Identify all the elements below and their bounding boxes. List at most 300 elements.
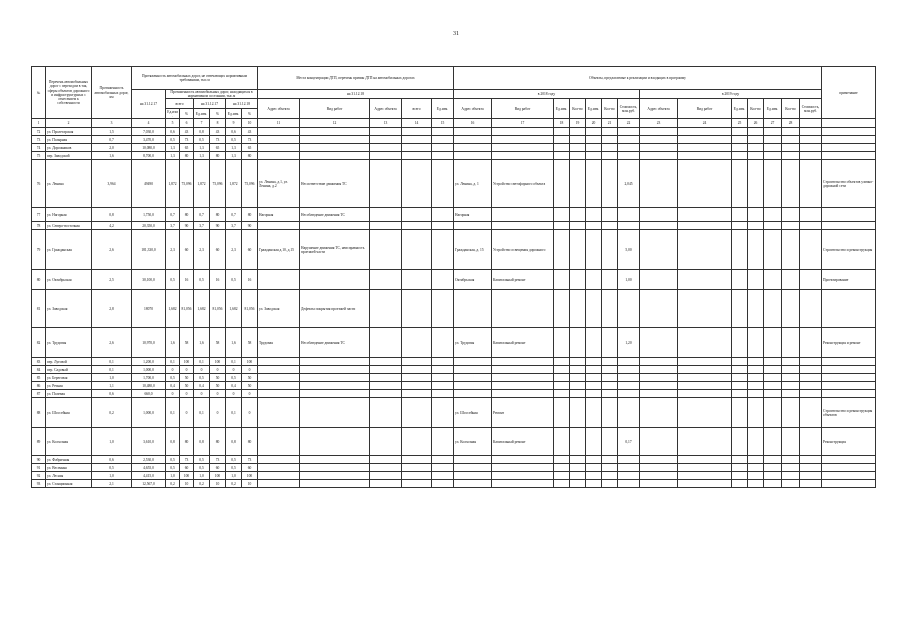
empty-cell xyxy=(800,366,822,374)
length-total: 0,6 xyxy=(92,390,132,398)
row-note xyxy=(822,456,876,464)
empty-cell xyxy=(554,270,570,290)
empty-cell xyxy=(678,428,732,456)
empty-cell xyxy=(732,480,748,488)
normative-percent: 80 xyxy=(180,152,194,160)
normative-value: 1,3 xyxy=(166,144,180,152)
empty-cell xyxy=(800,270,822,290)
object-address: ул. Ленина, д. 1 xyxy=(454,160,492,208)
object-cost xyxy=(618,374,640,382)
road-name: пер. Садовый xyxy=(46,366,92,374)
normative-value-2: 0,5 xyxy=(194,374,210,382)
empty-cell xyxy=(764,428,782,456)
work-type xyxy=(492,456,554,464)
normative-percent: 100 xyxy=(180,358,194,366)
normative-percent-2: 60 xyxy=(210,230,226,270)
empty-cell xyxy=(586,208,602,222)
hdr-objects: Объекты, предлагаемые к реализации и входящих в программу xyxy=(454,67,822,90)
dtp-address xyxy=(258,144,300,152)
empty-cell xyxy=(370,398,402,428)
normative-value-3: 1,682 xyxy=(226,290,242,328)
empty-cell xyxy=(748,230,764,270)
dtp-address xyxy=(258,374,300,382)
object-address xyxy=(454,222,492,230)
row-number: 76 xyxy=(32,160,46,208)
hdr-normative: Протяженность автомобильных дорог, не отвечающих нормативным требованиям, тыс.м xyxy=(132,67,258,90)
empty-cell xyxy=(402,472,432,480)
empty-cell xyxy=(732,144,748,152)
dtp-cause xyxy=(300,382,370,390)
hdr-year-b: в 2019 году xyxy=(640,90,822,99)
normative-percent-2: 65 xyxy=(210,144,226,152)
empty-cell xyxy=(732,290,748,328)
empty-cell xyxy=(640,160,678,208)
empty-cell xyxy=(570,382,586,390)
work-type: Капитальный ремонт xyxy=(492,328,554,358)
normative-percent: 80 xyxy=(180,208,194,222)
empty-cell xyxy=(432,464,454,472)
empty-cell xyxy=(432,382,454,390)
length-area: 3,610,0 xyxy=(132,428,166,456)
empty-cell xyxy=(732,230,748,270)
row-number: 86 xyxy=(32,382,46,390)
road-name: ул. Ленина xyxy=(46,160,92,208)
hdr-sub-3: на 31.12.18 xyxy=(226,99,258,109)
empty-cell xyxy=(800,136,822,144)
normative-value: 3,7 xyxy=(166,222,180,230)
dtp-address xyxy=(258,456,300,464)
normative-value: 0,5 xyxy=(166,136,180,144)
empty-cell xyxy=(800,160,822,208)
normative-value-2: 0 xyxy=(194,390,210,398)
table-row xyxy=(32,428,876,456)
column-index-cell: 8 xyxy=(210,119,226,128)
empty-cell xyxy=(732,208,748,222)
length-total: 1,0 xyxy=(92,472,132,480)
column-index-cell: 17 xyxy=(492,119,554,128)
empty-cell xyxy=(432,144,454,152)
row-note xyxy=(822,366,876,374)
empty-cell xyxy=(748,480,764,488)
row-note xyxy=(822,290,876,328)
object-cost: 2,045 xyxy=(618,160,640,208)
normative-value-2: 0,8 xyxy=(194,428,210,456)
empty-cell xyxy=(764,480,782,488)
empty-cell xyxy=(800,472,822,480)
dtp-cause: Несоответствие движения ТС xyxy=(300,160,370,208)
object-address xyxy=(454,358,492,366)
work-type xyxy=(492,358,554,366)
empty-cell xyxy=(570,390,586,398)
empty-cell xyxy=(586,144,602,152)
empty-cell xyxy=(586,222,602,230)
empty-cell xyxy=(602,222,618,230)
normative-percent: 43 xyxy=(180,128,194,136)
empty-cell xyxy=(570,366,586,374)
hdr-address-b: Адрес объекта xyxy=(370,99,402,119)
empty-cell xyxy=(800,328,822,358)
column-index-cell xyxy=(800,119,822,128)
column-index-cell: 3 xyxy=(92,119,132,128)
hdr-u2: Ед.изм. xyxy=(194,109,210,119)
work-type xyxy=(492,152,554,160)
dtp-cause: Несоблюдение движения ТС xyxy=(300,208,370,222)
normative-percent-2: 50 xyxy=(210,382,226,390)
dtp-address xyxy=(258,428,300,456)
hdr-date-2: на 31.12.18 xyxy=(258,90,454,99)
normative-value-3: 1,0 xyxy=(226,472,242,480)
empty-cell xyxy=(370,382,402,390)
row-note: Реконструкция и ремонт xyxy=(822,328,876,358)
empty-cell xyxy=(554,128,570,136)
length-area: 18070 xyxy=(132,290,166,328)
length-area: 1,200,0 xyxy=(132,358,166,366)
empty-cell xyxy=(732,328,748,358)
work-type xyxy=(492,480,554,488)
hdr-m-a2: Ед.изм. xyxy=(586,99,602,119)
row-note xyxy=(822,152,876,160)
empty-cell xyxy=(640,464,678,472)
empty-cell xyxy=(640,390,678,398)
empty-cell xyxy=(732,382,748,390)
empty-cell xyxy=(782,366,800,374)
normative-value: 0 xyxy=(166,390,180,398)
empty-cell xyxy=(732,456,748,464)
work-type xyxy=(492,382,554,390)
table-row xyxy=(32,398,876,428)
empty-cell xyxy=(764,160,782,208)
normative-value: 0,4 xyxy=(166,382,180,390)
empty-cell xyxy=(678,290,732,328)
empty-cell xyxy=(570,328,586,358)
normative-value: 0,7 xyxy=(166,208,180,222)
normative-percent-3: 50 xyxy=(242,382,258,390)
dtp-cause xyxy=(300,366,370,374)
empty-cell xyxy=(602,328,618,358)
empty-cell xyxy=(800,398,822,428)
empty-cell xyxy=(586,328,602,358)
empty-cell xyxy=(748,464,764,472)
normative-value-3: 0,6 xyxy=(226,128,242,136)
empty-cell xyxy=(554,136,570,144)
normative-percent-2: 10 xyxy=(210,480,226,488)
empty-cell xyxy=(432,222,454,230)
normative-percent-3: 58 xyxy=(242,328,258,358)
column-index-cell: 7 xyxy=(194,119,210,128)
column-index-cell: 12 xyxy=(300,119,370,128)
length-total: 1,6 xyxy=(92,152,132,160)
empty-cell xyxy=(732,270,748,290)
row-number: 85 xyxy=(32,374,46,382)
table-row xyxy=(32,366,876,374)
column-index-cell: 22 xyxy=(618,119,640,128)
work-type: Капитальный ремонт xyxy=(492,270,554,290)
column-index-cell: 19 xyxy=(570,119,586,128)
hdr-of-these: Протяженность автомобильных дорог, находящихся в нормативном состоянии, тыс.м xyxy=(166,90,258,99)
empty-cell xyxy=(748,358,764,366)
empty-cell xyxy=(764,290,782,328)
normative-value: 0,5 xyxy=(166,456,180,464)
hdr-q-b2: Кол-во xyxy=(782,99,800,119)
normative-value-2: 1,6 xyxy=(194,328,210,358)
normative-value-2: 1,682 xyxy=(194,290,210,328)
empty-cell xyxy=(678,456,732,464)
work-type xyxy=(492,472,554,480)
empty-cell xyxy=(570,428,586,456)
object-cost: 0,17 xyxy=(618,428,640,456)
hdr-sub-5: Ед.изм. xyxy=(432,99,454,119)
empty-cell xyxy=(432,290,454,328)
table-row xyxy=(32,358,876,366)
empty-cell xyxy=(432,230,454,270)
empty-cell xyxy=(602,144,618,152)
normative-percent-2: 100 xyxy=(210,472,226,480)
normative-percent-3: 10 xyxy=(242,480,258,488)
column-index-cell: 27 xyxy=(764,119,782,128)
normative-percent: 73 xyxy=(180,456,194,464)
empty-cell xyxy=(678,358,732,366)
table-row xyxy=(32,160,876,208)
empty-cell xyxy=(748,270,764,290)
dtp-address xyxy=(258,128,300,136)
normative-percent-2: 0 xyxy=(210,390,226,398)
column-index-cell: 20 xyxy=(586,119,602,128)
length-total: 0,5 xyxy=(92,464,132,472)
empty-cell xyxy=(640,456,678,464)
empty-cell xyxy=(640,366,678,374)
length-total: 0,2 xyxy=(92,398,132,428)
empty-cell xyxy=(370,472,402,480)
empty-cell xyxy=(402,128,432,136)
dtp-cause xyxy=(300,222,370,230)
normative-value-3: 0,5 xyxy=(226,374,242,382)
empty-cell xyxy=(782,208,800,222)
empty-cell xyxy=(570,222,586,230)
object-address: ул. Колхозная xyxy=(454,428,492,456)
hdr-sub-4: всего xyxy=(402,99,432,119)
dtp-cause xyxy=(300,456,370,464)
empty-cell xyxy=(678,390,732,398)
object-address xyxy=(454,382,492,390)
empty-cell xyxy=(732,152,748,160)
normative-percent-3: 80 xyxy=(242,208,258,222)
hdr-obj-a: Адрес объекта xyxy=(454,99,492,119)
row-note xyxy=(822,472,876,480)
hdr-dtp: Места концентрации ДТП, перечень причин ДТП на автомобильных дорогах xyxy=(258,67,454,90)
empty-cell xyxy=(640,428,678,456)
empty-cell xyxy=(640,144,678,152)
empty-cell xyxy=(602,152,618,160)
empty-cell xyxy=(678,144,732,152)
object-cost xyxy=(618,222,640,230)
table-row xyxy=(32,382,876,390)
empty-cell xyxy=(432,390,454,398)
empty-cell xyxy=(640,328,678,358)
empty-cell xyxy=(402,136,432,144)
work-type xyxy=(492,222,554,230)
empty-cell xyxy=(570,208,586,222)
normative-value: 0,1 xyxy=(166,398,180,428)
object-address: ул. Трудовая xyxy=(454,328,492,358)
empty-cell xyxy=(432,136,454,144)
column-index-cell: 11 xyxy=(258,119,300,128)
empty-cell xyxy=(602,456,618,464)
normative-value-3: 1,872 xyxy=(226,160,242,208)
object-cost xyxy=(618,456,640,464)
normative-value-2: 0,7 xyxy=(194,208,210,222)
empty-cell xyxy=(678,270,732,290)
empty-cell xyxy=(764,472,782,480)
row-number: 81 xyxy=(32,290,46,328)
empty-cell xyxy=(678,480,732,488)
hdr-length-total: Протяженность автомобильных дорог, км xyxy=(92,67,132,119)
table-row xyxy=(32,328,876,358)
empty-cell xyxy=(800,358,822,366)
empty-cell xyxy=(748,398,764,428)
work-type: Устройство освещения дорожного xyxy=(492,230,554,270)
row-note xyxy=(822,374,876,382)
empty-cell xyxy=(402,390,432,398)
empty-cell xyxy=(370,270,402,290)
empty-cell xyxy=(640,128,678,136)
hdr-m-b: Ед.изм. xyxy=(732,99,748,119)
length-area: 8,700,0 xyxy=(132,152,166,160)
empty-cell xyxy=(782,144,800,152)
empty-cell xyxy=(554,374,570,382)
empty-cell xyxy=(764,374,782,382)
empty-cell xyxy=(732,472,748,480)
object-address xyxy=(454,366,492,374)
empty-cell xyxy=(602,472,618,480)
empty-cell xyxy=(800,290,822,328)
empty-cell xyxy=(570,136,586,144)
dtp-cause xyxy=(300,152,370,160)
length-area: 181,330,0 xyxy=(132,230,166,270)
empty-cell xyxy=(764,456,782,464)
road-name: ул. Речная xyxy=(46,382,92,390)
object-address: Октябрьская xyxy=(454,270,492,290)
empty-cell xyxy=(678,398,732,428)
normative-value: 0 xyxy=(166,366,180,374)
empty-cell xyxy=(782,290,800,328)
hdr-road-name: Перечень автомобильных дорог с переходом в так, сферы объектов дорожного и инфраструктурных с отнесением к собственности xyxy=(46,67,92,119)
empty-cell xyxy=(764,366,782,374)
normative-percent-2: 73 xyxy=(210,456,226,464)
empty-cell xyxy=(640,382,678,390)
empty-cell xyxy=(402,398,432,428)
dtp-cause: Несоблюдение движения ТС xyxy=(300,328,370,358)
row-note xyxy=(822,464,876,472)
table-row xyxy=(32,456,876,464)
object-address xyxy=(454,290,492,328)
dtp-address xyxy=(258,136,300,144)
normative-value: 1,3 xyxy=(166,152,180,160)
object-cost xyxy=(618,208,640,222)
work-type xyxy=(492,390,554,398)
normative-value-3: 0 xyxy=(226,390,242,398)
empty-cell xyxy=(602,374,618,382)
hdr-q-a: Кол-во xyxy=(570,99,586,119)
hdr-u3: Ед.изм. xyxy=(226,109,242,119)
length-area: 4,415,0 xyxy=(132,472,166,480)
work-type: Капитальный ремонт xyxy=(492,428,554,456)
empty-cell xyxy=(402,208,432,222)
empty-cell xyxy=(370,136,402,144)
column-index-cell: 2 xyxy=(46,119,92,128)
row-note: Строительство объектов улично-дорожной сети xyxy=(822,160,876,208)
empty-cell xyxy=(370,358,402,366)
empty-cell xyxy=(554,456,570,464)
empty-cell xyxy=(800,208,822,222)
normative-percent-2: 58 xyxy=(210,328,226,358)
table-row xyxy=(32,144,876,152)
column-index-cell: 10 xyxy=(242,119,258,128)
normative-value-2: 2,3 xyxy=(194,230,210,270)
normative-value-2: 0 xyxy=(194,366,210,374)
empty-cell xyxy=(570,290,586,328)
empty-cell xyxy=(748,144,764,152)
table-row xyxy=(32,390,876,398)
normative-percent-3: 81,056 xyxy=(242,290,258,328)
empty-cell xyxy=(748,208,764,222)
road-name: ул. Нагорная xyxy=(46,208,92,222)
empty-cell xyxy=(640,270,678,290)
empty-cell xyxy=(764,464,782,472)
normative-value-2: 0,8 xyxy=(194,128,210,136)
column-index-cell: 24 xyxy=(678,119,732,128)
empty-cell xyxy=(782,152,800,160)
dtp-cause xyxy=(300,270,370,290)
row-note: Строительство и реконструкция xyxy=(822,230,876,270)
normative-percent-2: 0 xyxy=(210,366,226,374)
table-row xyxy=(32,136,876,144)
empty-cell xyxy=(402,366,432,374)
empty-cell xyxy=(370,328,402,358)
dtp-address xyxy=(258,222,300,230)
object-cost xyxy=(618,358,640,366)
empty-cell xyxy=(570,464,586,472)
empty-cell xyxy=(678,328,732,358)
empty-cell xyxy=(800,456,822,464)
object-cost xyxy=(618,398,640,428)
empty-cell xyxy=(640,230,678,270)
empty-cell xyxy=(432,128,454,136)
length-total: 0,1 xyxy=(92,366,132,374)
empty-cell xyxy=(370,366,402,374)
object-cost: 1,20 xyxy=(618,328,640,358)
normative-value-2: 1,3 xyxy=(194,152,210,160)
empty-cell xyxy=(370,480,402,488)
length-total: 2,6 xyxy=(92,328,132,358)
dtp-cause xyxy=(300,128,370,136)
normative-percent-2: 43 xyxy=(210,128,226,136)
empty-cell xyxy=(432,208,454,222)
length-area: 1,700,0 xyxy=(132,374,166,382)
normative-percent-3: 73 xyxy=(242,456,258,464)
empty-cell xyxy=(764,128,782,136)
empty-cell xyxy=(782,160,800,208)
road-name: ул. Полярная xyxy=(46,136,92,144)
empty-cell xyxy=(748,472,764,480)
length-area: 660,0 xyxy=(132,390,166,398)
dtp-address xyxy=(258,382,300,390)
table-row xyxy=(32,374,876,382)
row-note xyxy=(822,208,876,222)
empty-cell xyxy=(748,136,764,144)
table-row xyxy=(32,230,876,270)
table-row xyxy=(32,222,876,230)
empty-cell xyxy=(732,390,748,398)
